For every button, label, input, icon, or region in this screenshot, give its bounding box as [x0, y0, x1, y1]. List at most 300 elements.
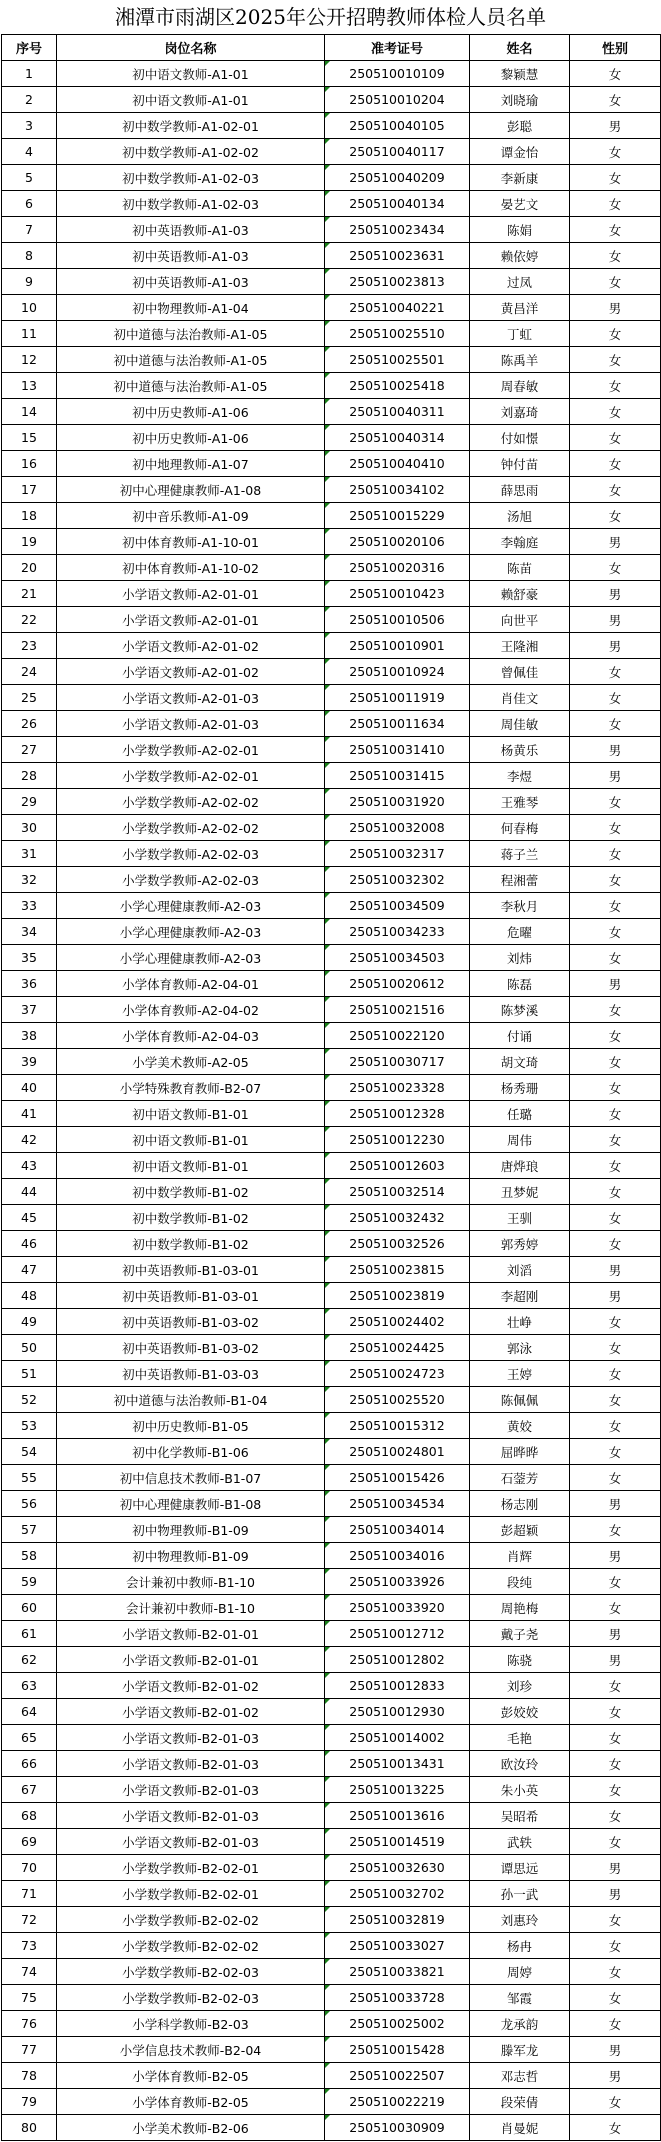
cell-exam-id: 250510032432 — [325, 1205, 470, 1231]
cell-post: 小学数学教师-B2-02-02 — [57, 1933, 325, 1959]
cell-name: 肖曼妮 — [470, 2115, 570, 2141]
table-row — [2, 87, 661, 113]
cell-exam-id: 250510015426 — [325, 1465, 470, 1491]
table-row — [2, 945, 661, 971]
cell-exam-id: 250510024723 — [325, 1361, 470, 1387]
cell-exam-id: 250510022120 — [325, 1023, 470, 1049]
cell-post: 小学语文教师-B2-01-03 — [57, 1829, 325, 1855]
cell-gender: 女 — [570, 1179, 661, 1205]
table-row — [2, 1751, 661, 1777]
cell-name: 丁虹 — [470, 321, 570, 347]
table-row — [2, 1413, 661, 1439]
cell-no: 33 — [2, 893, 57, 919]
cell-name: 壮峥 — [470, 1309, 570, 1335]
table-row — [2, 789, 661, 815]
cell-name: 武轶 — [470, 1829, 570, 1855]
cell-post: 小学数学教师-B2-02-03 — [57, 1985, 325, 2011]
table-row — [2, 1335, 661, 1361]
table-row — [2, 529, 661, 555]
cell-name: 刘珍 — [470, 1673, 570, 1699]
cell-gender: 女 — [570, 269, 661, 295]
cell-name: 陈磊 — [470, 971, 570, 997]
cell-exam-id: 250510010924 — [325, 659, 470, 685]
table-row — [2, 1049, 661, 1075]
cell-no: 22 — [2, 607, 57, 633]
cell-post: 初中物理教师-B1-09 — [57, 1517, 325, 1543]
cell-name: 陈苗 — [470, 555, 570, 581]
cell-no: 72 — [2, 1907, 57, 1933]
cell-name: 陈佩佩 — [470, 1387, 570, 1413]
table-row — [2, 113, 661, 139]
cell-gender: 女 — [570, 61, 661, 87]
cell-no: 70 — [2, 1855, 57, 1881]
page-title: 湘潭市雨湖区2025年公开招聘教师体检人员名单 — [115, 5, 546, 29]
table-row — [2, 841, 661, 867]
table-row — [2, 1647, 661, 1673]
cell-exam-id: 250510023813 — [325, 269, 470, 295]
cell-exam-id: 250510024801 — [325, 1439, 470, 1465]
table-row — [2, 2063, 661, 2089]
cell-post: 初中英语教师-A1-03 — [57, 269, 325, 295]
cell-post: 初中物理教师-A1-04 — [57, 295, 325, 321]
cell-exam-id: 250510020316 — [325, 555, 470, 581]
cell-name: 肖佳文 — [470, 685, 570, 711]
cell-no: 16 — [2, 451, 57, 477]
cell-exam-id: 250510032702 — [325, 1881, 470, 1907]
table-row — [2, 451, 661, 477]
cell-gender: 女 — [570, 2089, 661, 2115]
cell-exam-id: 250510012603 — [325, 1153, 470, 1179]
cell-name: 李翰庭 — [470, 529, 570, 555]
cell-post: 初中物理教师-B1-09 — [57, 1543, 325, 1569]
cell-exam-id: 250510010506 — [325, 607, 470, 633]
cell-name: 石蓥芳 — [470, 1465, 570, 1491]
cell-post: 初中语文教师-A1-01 — [57, 61, 325, 87]
cell-no: 58 — [2, 1543, 57, 1569]
cell-gender: 女 — [570, 1959, 661, 1985]
cell-post: 初中化学教师-B1-06 — [57, 1439, 325, 1465]
cell-name: 王婷 — [470, 1361, 570, 1387]
table-row — [2, 1179, 661, 1205]
cell-exam-id: 250510032302 — [325, 867, 470, 893]
table-row — [2, 763, 661, 789]
cell-post: 初中英语教师-B1-03-02 — [57, 1309, 325, 1335]
cell-exam-id: 250510034016 — [325, 1543, 470, 1569]
table-row — [2, 477, 661, 503]
cell-post: 小学语文教师-A2-01-03 — [57, 685, 325, 711]
cell-exam-id: 250510025520 — [325, 1387, 470, 1413]
table-row — [2, 1387, 661, 1413]
cell-post: 小学数学教师-A2-02-02 — [57, 789, 325, 815]
cell-gender: 女 — [570, 2011, 661, 2037]
cell-no: 9 — [2, 269, 57, 295]
cell-name: 王隆湘 — [470, 633, 570, 659]
cell-gender: 女 — [570, 373, 661, 399]
cell-gender: 女 — [570, 1387, 661, 1413]
cell-name: 任璐 — [470, 1101, 570, 1127]
cell-name: 杨冉 — [470, 1933, 570, 1959]
cell-post: 小学信息技术教师-B2-04 — [57, 2037, 325, 2063]
table-row — [2, 1959, 661, 1985]
cell-name: 陈禹羊 — [470, 347, 570, 373]
cell-no: 41 — [2, 1101, 57, 1127]
cell-post: 初中心理健康教师-A1-08 — [57, 477, 325, 503]
cell-post: 初中道德与法治教师-A1-05 — [57, 373, 325, 399]
cell-exam-id: 250510023434 — [325, 217, 470, 243]
table-row — [2, 1205, 661, 1231]
cell-no: 46 — [2, 1231, 57, 1257]
table-row — [2, 1881, 661, 1907]
cell-name: 谭思远 — [470, 1855, 570, 1881]
cell-gender: 女 — [570, 711, 661, 737]
cell-name: 毛艳 — [470, 1725, 570, 1751]
table-row — [2, 1699, 661, 1725]
cell-post: 初中英语教师-A1-03 — [57, 217, 325, 243]
cell-gender: 女 — [570, 1049, 661, 1075]
cell-no: 38 — [2, 1023, 57, 1049]
cell-gender: 男 — [570, 1283, 661, 1309]
cell-no: 4 — [2, 139, 57, 165]
header-name: 姓名 — [470, 35, 570, 61]
cell-post: 初中语文教师-B1-01 — [57, 1127, 325, 1153]
cell-exam-id: 250510010204 — [325, 87, 470, 113]
cell-post: 会计兼初中教师-B1-10 — [57, 1569, 325, 1595]
cell-no: 21 — [2, 581, 57, 607]
table-row — [2, 1673, 661, 1699]
cell-gender: 男 — [570, 971, 661, 997]
cell-no: 18 — [2, 503, 57, 529]
cell-post: 小学语文教师-A2-01-01 — [57, 607, 325, 633]
cell-post: 小学心理健康教师-A2-03 — [57, 919, 325, 945]
cell-no: 68 — [2, 1803, 57, 1829]
cell-post: 初中语文教师-A1-01 — [57, 87, 325, 113]
cell-no: 61 — [2, 1621, 57, 1647]
table-row — [2, 1465, 661, 1491]
cell-name: 何春梅 — [470, 815, 570, 841]
cell-exam-id: 250510040134 — [325, 191, 470, 217]
cell-no: 80 — [2, 2115, 57, 2141]
cell-exam-id: 250510012230 — [325, 1127, 470, 1153]
cell-name: 汤旭 — [470, 503, 570, 529]
cell-gender: 男 — [570, 1647, 661, 1673]
cell-no: 63 — [2, 1673, 57, 1699]
cell-name: 胡文琦 — [470, 1049, 570, 1075]
cell-gender: 女 — [570, 139, 661, 165]
table-row — [2, 373, 661, 399]
header-gender: 性别 — [570, 35, 661, 61]
table-row — [2, 61, 661, 87]
table-row — [2, 503, 661, 529]
cell-no: 10 — [2, 295, 57, 321]
cell-name: 杨秀珊 — [470, 1075, 570, 1101]
cell-name: 彭聪 — [470, 113, 570, 139]
cell-no: 73 — [2, 1933, 57, 1959]
table-row — [2, 919, 661, 945]
cell-no: 48 — [2, 1283, 57, 1309]
cell-exam-id: 250510013225 — [325, 1777, 470, 1803]
cell-exam-id: 250510033920 — [325, 1595, 470, 1621]
cell-gender: 女 — [570, 555, 661, 581]
cell-exam-id: 250510030909 — [325, 2115, 470, 2141]
cell-post: 小学语文教师-A2-01-03 — [57, 711, 325, 737]
cell-post: 小学体育教师-A2-04-01 — [57, 971, 325, 997]
table-row — [2, 1829, 661, 1855]
cell-no: 76 — [2, 2011, 57, 2037]
table-row — [2, 2115, 661, 2141]
table-row — [2, 2037, 661, 2063]
cell-no: 25 — [2, 685, 57, 711]
cell-gender: 男 — [570, 2063, 661, 2089]
cell-post: 初中音乐教师-A1-09 — [57, 503, 325, 529]
cell-gender: 女 — [570, 87, 661, 113]
cell-exam-id: 250510040221 — [325, 295, 470, 321]
table-row — [2, 1127, 661, 1153]
cell-no: 54 — [2, 1439, 57, 1465]
cell-name: 孙一武 — [470, 1881, 570, 1907]
cell-exam-id: 250510040117 — [325, 139, 470, 165]
cell-exam-id: 250510011919 — [325, 685, 470, 711]
table-row — [2, 1725, 661, 1751]
table-row — [2, 139, 661, 165]
cell-no: 56 — [2, 1491, 57, 1517]
table-row — [2, 1361, 661, 1387]
cell-name: 丑梦妮 — [470, 1179, 570, 1205]
cell-post: 小学数学教师-B2-02-02 — [57, 1907, 325, 1933]
table-row — [2, 1153, 661, 1179]
cell-no: 57 — [2, 1517, 57, 1543]
cell-post: 初中英语教师-B1-03-03 — [57, 1361, 325, 1387]
cell-name: 陈梦溪 — [470, 997, 570, 1023]
cell-no: 40 — [2, 1075, 57, 1101]
cell-gender: 女 — [570, 477, 661, 503]
cell-gender: 女 — [570, 1673, 661, 1699]
cell-exam-id: 250510025510 — [325, 321, 470, 347]
cell-exam-id: 250510034014 — [325, 1517, 470, 1543]
cell-exam-id: 250510022219 — [325, 2089, 470, 2115]
table-row — [2, 1543, 661, 1569]
cell-exam-id: 250510032317 — [325, 841, 470, 867]
table-row — [2, 1517, 661, 1543]
cell-gender: 女 — [570, 191, 661, 217]
cell-no: 35 — [2, 945, 57, 971]
cell-no: 28 — [2, 763, 57, 789]
table-row — [2, 1803, 661, 1829]
table-row — [2, 1621, 661, 1647]
cell-gender: 男 — [570, 1621, 661, 1647]
cell-name: 黄姣 — [470, 1413, 570, 1439]
table-row — [2, 1231, 661, 1257]
table-row — [2, 1257, 661, 1283]
cell-no: 49 — [2, 1309, 57, 1335]
cell-no: 19 — [2, 529, 57, 555]
cell-gender: 男 — [570, 581, 661, 607]
cell-gender: 女 — [570, 685, 661, 711]
cell-gender: 男 — [570, 607, 661, 633]
cell-exam-id: 250510034509 — [325, 893, 470, 919]
cell-no: 78 — [2, 2063, 57, 2089]
cell-name: 戴子尧 — [470, 1621, 570, 1647]
cell-exam-id: 250510024425 — [325, 1335, 470, 1361]
cell-no: 30 — [2, 815, 57, 841]
table-row — [2, 295, 661, 321]
cell-post: 小学语文教师-B2-01-03 — [57, 1751, 325, 1777]
cell-post: 小学数学教师-B2-02-01 — [57, 1881, 325, 1907]
cell-exam-id: 250510033728 — [325, 1985, 470, 2011]
cell-name: 李煜 — [470, 763, 570, 789]
cell-gender: 男 — [570, 1257, 661, 1283]
cell-name: 王驯 — [470, 1205, 570, 1231]
cell-no: 37 — [2, 997, 57, 1023]
cell-exam-id: 250510025002 — [325, 2011, 470, 2037]
cell-no: 60 — [2, 1595, 57, 1621]
cell-name: 曾佩佳 — [470, 659, 570, 685]
cell-post: 小学数学教师-B2-02-01 — [57, 1855, 325, 1881]
cell-name: 王雅琴 — [470, 789, 570, 815]
table-row — [2, 685, 661, 711]
cell-exam-id: 250510034534 — [325, 1491, 470, 1517]
cell-no: 23 — [2, 633, 57, 659]
cell-exam-id: 250510032008 — [325, 815, 470, 841]
cell-exam-id: 250510034233 — [325, 919, 470, 945]
cell-post: 小学语文教师-B2-01-03 — [57, 1777, 325, 1803]
cell-no: 67 — [2, 1777, 57, 1803]
cell-exam-id: 250510012930 — [325, 1699, 470, 1725]
cell-post: 初中数学教师-B1-02 — [57, 1231, 325, 1257]
cell-gender: 女 — [570, 399, 661, 425]
cell-exam-id: 250510040209 — [325, 165, 470, 191]
cell-exam-id: 250510014002 — [325, 1725, 470, 1751]
cell-gender: 女 — [570, 1751, 661, 1777]
table-row — [2, 1023, 661, 1049]
cell-name: 过凤 — [470, 269, 570, 295]
cell-post: 小学语文教师-A2-01-02 — [57, 633, 325, 659]
cell-name: 黄昌洋 — [470, 295, 570, 321]
cell-no: 62 — [2, 1647, 57, 1673]
cell-name: 邹霞 — [470, 1985, 570, 2011]
cell-no: 26 — [2, 711, 57, 737]
table-row — [2, 555, 661, 581]
cell-gender: 女 — [570, 1933, 661, 1959]
cell-name: 段纯 — [470, 1569, 570, 1595]
cell-no: 69 — [2, 1829, 57, 1855]
cell-gender: 女 — [570, 1803, 661, 1829]
cell-gender: 女 — [570, 841, 661, 867]
cell-exam-id: 250510032514 — [325, 1179, 470, 1205]
cell-name: 危曜 — [470, 919, 570, 945]
table-row — [2, 347, 661, 373]
cell-no: 14 — [2, 399, 57, 425]
cell-no: 55 — [2, 1465, 57, 1491]
cell-post: 初中地理教师-A1-07 — [57, 451, 325, 477]
cell-gender: 女 — [570, 1413, 661, 1439]
cell-no: 47 — [2, 1257, 57, 1283]
cell-no: 79 — [2, 2089, 57, 2115]
cell-no: 64 — [2, 1699, 57, 1725]
table-row — [2, 893, 661, 919]
cell-name: 郭秀婷 — [470, 1231, 570, 1257]
cell-exam-id: 250510032819 — [325, 1907, 470, 1933]
table-row — [2, 191, 661, 217]
cell-post: 初中数学教师-B1-02 — [57, 1179, 325, 1205]
cell-exam-id: 250510031410 — [325, 737, 470, 763]
table-header-row — [2, 35, 661, 61]
cell-post: 小学数学教师-A2-02-01 — [57, 763, 325, 789]
table-row — [2, 607, 661, 633]
table-row — [2, 321, 661, 347]
table-row — [2, 425, 661, 451]
cell-post: 小学语文教师-A2-01-02 — [57, 659, 325, 685]
cell-post: 小学体育教师-B2-05 — [57, 2063, 325, 2089]
cell-name: 周婷 — [470, 1959, 570, 1985]
cell-exam-id: 250510023819 — [325, 1283, 470, 1309]
cell-gender: 女 — [570, 165, 661, 191]
cell-gender: 女 — [570, 1439, 661, 1465]
cell-exam-id: 250510010423 — [325, 581, 470, 607]
cell-no: 29 — [2, 789, 57, 815]
cell-post: 小学语文教师-B2-01-02 — [57, 1673, 325, 1699]
cell-gender: 男 — [570, 1881, 661, 1907]
cell-gender: 女 — [570, 1023, 661, 1049]
cell-post: 小学科学教师-B2-03 — [57, 2011, 325, 2037]
cell-gender: 女 — [570, 503, 661, 529]
header-exam-id: 准考证号 — [325, 35, 470, 61]
cell-post: 小学语文教师-B2-01-01 — [57, 1621, 325, 1647]
cell-gender: 女 — [570, 1465, 661, 1491]
cell-gender: 女 — [570, 1127, 661, 1153]
cell-name: 周春敏 — [470, 373, 570, 399]
cell-post: 小学美术教师-B2-06 — [57, 2115, 325, 2141]
cell-no: 1 — [2, 61, 57, 87]
cell-name: 李新康 — [470, 165, 570, 191]
cell-name: 陈娟 — [470, 217, 570, 243]
cell-exam-id: 250510013616 — [325, 1803, 470, 1829]
table-row — [2, 1777, 661, 1803]
cell-gender: 女 — [570, 1361, 661, 1387]
table-row — [2, 659, 661, 685]
cell-exam-id: 250510015229 — [325, 503, 470, 529]
table-row — [2, 1569, 661, 1595]
cell-name: 杨黄乐 — [470, 737, 570, 763]
cell-post: 初中信息技术教师-B1-07 — [57, 1465, 325, 1491]
cell-post: 初中数学教师-A1-02-02 — [57, 139, 325, 165]
cell-post: 小学心理健康教师-A2-03 — [57, 893, 325, 919]
cell-name: 周伟 — [470, 1127, 570, 1153]
cell-no: 42 — [2, 1127, 57, 1153]
cell-post: 小学语文教师-B2-01-01 — [57, 1647, 325, 1673]
table-row — [2, 1907, 661, 1933]
cell-no: 71 — [2, 1881, 57, 1907]
cell-post: 会计兼初中教师-B1-10 — [57, 1595, 325, 1621]
cell-no: 53 — [2, 1413, 57, 1439]
cell-gender: 男 — [570, 1491, 661, 1517]
table-row — [2, 737, 661, 763]
cell-exam-id: 250510014519 — [325, 1829, 470, 1855]
cell-post: 小学数学教师-A2-02-01 — [57, 737, 325, 763]
cell-no: 32 — [2, 867, 57, 893]
cell-exam-id: 250510030717 — [325, 1049, 470, 1075]
cell-name: 向世平 — [470, 607, 570, 633]
cell-exam-id: 250510012802 — [325, 1647, 470, 1673]
table-row — [2, 269, 661, 295]
cell-exam-id: 250510013431 — [325, 1751, 470, 1777]
cell-post: 初中道德与法治教师-A1-05 — [57, 347, 325, 373]
table-row — [2, 217, 661, 243]
cell-no: 13 — [2, 373, 57, 399]
cell-gender: 女 — [570, 945, 661, 971]
table-row — [2, 867, 661, 893]
cell-name: 谭金怡 — [470, 139, 570, 165]
cell-exam-id: 250510023631 — [325, 243, 470, 269]
